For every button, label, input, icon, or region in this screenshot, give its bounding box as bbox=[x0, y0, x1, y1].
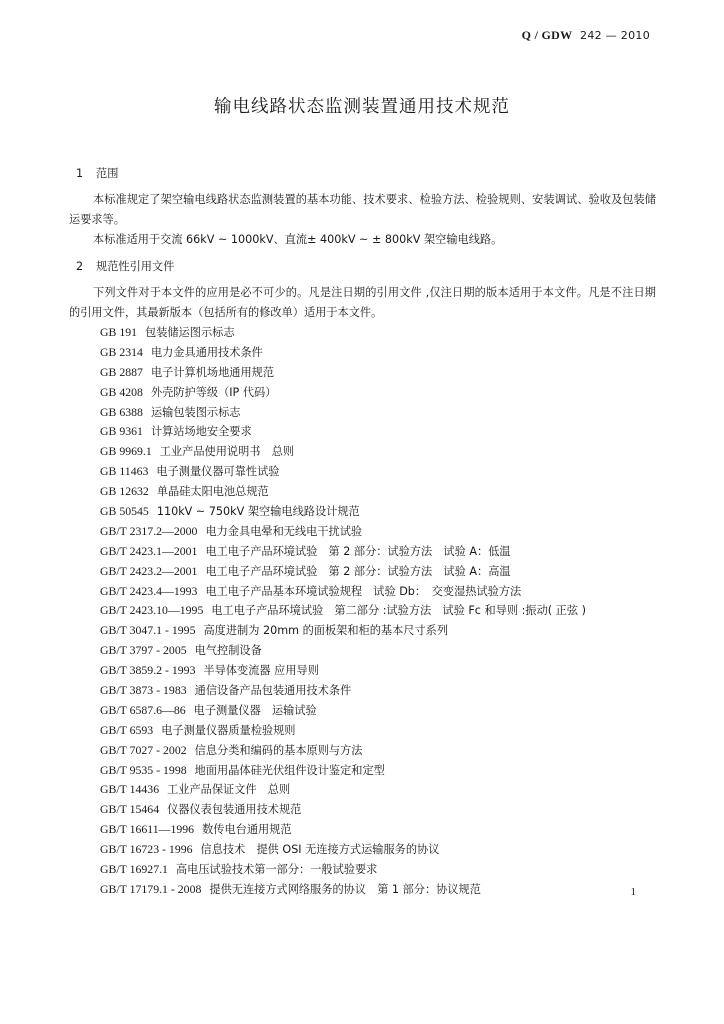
reference-code: GB 50545 bbox=[100, 504, 149, 519]
reference-item bbox=[100, 761, 656, 781]
reference-code: GB/T 14436 bbox=[100, 782, 160, 797]
reference-title: 数传电台通用规范 bbox=[202, 823, 292, 837]
reference-title: 提供无连接方式网络服务的协议 第 1 部分：协议规范 bbox=[209, 882, 481, 896]
reference-title: 电工电子产品环境试验 第 2 部分：试验方法 试验 A：高温 bbox=[205, 564, 511, 578]
reference-title: 电子测量仪器 运输试验 bbox=[193, 703, 317, 717]
reference-code: GB 4208 bbox=[100, 384, 143, 399]
reference-title: 电子计算机场地通用规范 bbox=[150, 365, 275, 379]
section-1-title: 范围 bbox=[96, 167, 119, 180]
reference-code: GB 2314 bbox=[100, 344, 143, 359]
reference-title: 工业产品保证文件 总则 bbox=[167, 783, 291, 797]
reference-title: 包装储运图示标志 bbox=[145, 326, 235, 339]
reference-item bbox=[100, 820, 656, 840]
reference-item bbox=[100, 442, 656, 462]
reference-item bbox=[100, 780, 656, 800]
reference-title: 信息分类和编码的基本原则与方法 bbox=[194, 743, 363, 757]
reference-item bbox=[100, 343, 656, 363]
reference-title: 电工电子产品基本环境试验规程 试验 Db： 交变湿热试验方法 bbox=[205, 584, 522, 598]
reference-item bbox=[100, 800, 656, 820]
reference-code: GB/T 16723 - 1996 bbox=[100, 842, 193, 857]
document-body bbox=[69, 163, 656, 900]
reference-item bbox=[100, 681, 656, 701]
reference-code: GB/T 6587.6—86 bbox=[100, 702, 186, 717]
section-2-title: 规范性引用文件 bbox=[96, 260, 175, 273]
reference-code: GB/T 9535 - 1998 bbox=[100, 762, 187, 777]
reference-item bbox=[100, 383, 656, 403]
reference-code: GB/T 15464 bbox=[100, 802, 160, 817]
reference-title: 110kV ~ 750kV 架空输电线路设计规范 bbox=[156, 505, 360, 519]
section-2-paragraph-1: 下列文件对于本文件的应用是必不可少的。凡是注日期的引用文件 ,仅注日期的版本适用于本文件。凡是不注日期的引用文件，其最新版本（包括所有的修改单）适用于本文件。 bbox=[69, 286, 656, 319]
reference-item bbox=[100, 323, 656, 343]
reference-code: GB 6388 bbox=[100, 404, 143, 419]
reference-title: 电力金具电晕和无线电干扰试验 bbox=[205, 524, 363, 538]
reference-item bbox=[100, 621, 656, 641]
reference-code: GB 2887 bbox=[100, 364, 143, 379]
reference-item bbox=[100, 701, 656, 721]
reference-item bbox=[100, 721, 656, 741]
reference-code: GB/T 3873 - 1983 bbox=[100, 683, 187, 698]
page-number: 1 bbox=[630, 886, 636, 898]
reference-title: 电工电子产品环境试验 第 2 部分：试验方法 试验 A：低温 bbox=[205, 544, 511, 558]
reference-title: 工业产品使用说明书 总则 bbox=[159, 445, 295, 459]
reference-code: GB 191 bbox=[100, 325, 138, 339]
reference-item bbox=[100, 860, 656, 880]
reference-item bbox=[100, 661, 656, 681]
reference-title: 外壳防护等级（IP 代码） bbox=[150, 385, 277, 399]
reference-title: 电力金具通用技术条件 bbox=[150, 345, 263, 359]
reference-item bbox=[100, 403, 656, 423]
reference-title: 电子测量仪器质量检验规则 bbox=[161, 723, 296, 737]
reference-code: GB 12632 bbox=[100, 484, 149, 499]
reference-title: 电气控制设备 bbox=[194, 644, 262, 658]
reference-title: 计算站场地安全要求 bbox=[150, 425, 252, 439]
reference-code: GB 11463 bbox=[100, 464, 149, 479]
reference-code: GB/T 7027 - 2002 bbox=[100, 742, 187, 757]
reference-code: GB/T 3859.2 - 1993 bbox=[100, 663, 196, 678]
reference-title: 电工电子产品环境试验 第二部分 :试验方法 试验 Fc 和导则 :振动( 正弦 ) bbox=[211, 604, 586, 618]
reference-title: 仪器仪表包装通用技术规范 bbox=[167, 803, 302, 817]
section-1-paragraph-2: 本标准适用于交流 66kV ~ 1000kV、直流± 400kV ~ ± 800kV 架空输电线路。 bbox=[93, 233, 503, 246]
reference-item bbox=[100, 542, 656, 562]
reference-title: 高电压试验技术第一部分：一般试验要求 bbox=[175, 863, 378, 877]
reference-item bbox=[100, 502, 656, 522]
standard-code-number: 242 — 2010 bbox=[580, 29, 650, 42]
reference-title: 信息技术 提供 OSI 无连接方式运输服务的协议 bbox=[200, 843, 440, 857]
reference-item bbox=[100, 582, 656, 602]
reference-item bbox=[100, 641, 656, 661]
section-1-number: 1 bbox=[76, 167, 84, 180]
reference-item bbox=[100, 422, 656, 442]
reference-code: GB/T 17179.1 - 2008 bbox=[100, 881, 202, 896]
reference-title: 高度进制为 20mm 的面板架和柜的基本尺寸系列 bbox=[203, 624, 449, 638]
section-2-heading bbox=[76, 256, 656, 277]
reference-item bbox=[100, 363, 656, 383]
reference-title: 通信设备产品包装通用技术条件 bbox=[194, 684, 352, 698]
reference-code: GB/T 2317.2—2000 bbox=[100, 523, 198, 538]
reference-item bbox=[100, 522, 656, 542]
reference-title: 半导体变流器 应用导则 bbox=[203, 664, 319, 678]
reference-title: 电子测量仪器可靠性试验 bbox=[156, 465, 280, 479]
reference-title: 运输包装图示标志 bbox=[150, 405, 241, 419]
reference-code: GB/T 6593 bbox=[100, 722, 154, 737]
reference-code: GB/T 2423.2—2001 bbox=[100, 563, 198, 578]
reference-list bbox=[100, 323, 656, 900]
reference-code: GB/T 16611—1996 bbox=[100, 822, 195, 837]
reference-title: 地面用晶体硅光伏组件设计鉴定和定型 bbox=[194, 763, 385, 777]
section-2-number: 2 bbox=[76, 260, 84, 273]
document-title: 输电线路状态监测装置通用技术规范 bbox=[214, 97, 510, 117]
reference-code: GB/T 3797 - 2005 bbox=[100, 643, 187, 658]
standard-code-prefix: Q / GDW bbox=[521, 28, 573, 42]
reference-code: GB/T 2423.1—2001 bbox=[100, 543, 198, 558]
reference-item bbox=[100, 562, 656, 582]
standard-code bbox=[522, 28, 650, 43]
reference-item bbox=[100, 840, 656, 860]
section-1-paragraph-1: 本标准规定了架空输电线路状态监测装置的基本功能、技术要求、检验方法、检验规则、安装调试、验收及包装储运要求等。 bbox=[69, 193, 656, 226]
reference-code: GB 9361 bbox=[100, 424, 143, 439]
reference-code: GB/T 16927.1 bbox=[100, 862, 168, 877]
reference-item bbox=[100, 462, 656, 482]
reference-item bbox=[100, 880, 656, 900]
reference-item bbox=[100, 741, 656, 761]
section-1-heading bbox=[76, 163, 656, 184]
reference-code: GB/T 3047.1 - 1995 bbox=[100, 623, 196, 638]
reference-code: GB/T 2423.10—1995 bbox=[100, 603, 204, 618]
reference-code: GB 9969.1 bbox=[100, 444, 152, 459]
reference-code: GB/T 2423.4—1993 bbox=[100, 583, 198, 598]
reference-item bbox=[100, 482, 656, 502]
reference-item bbox=[100, 601, 656, 621]
reference-title: 单晶硅太阳电池总规范 bbox=[156, 485, 269, 499]
